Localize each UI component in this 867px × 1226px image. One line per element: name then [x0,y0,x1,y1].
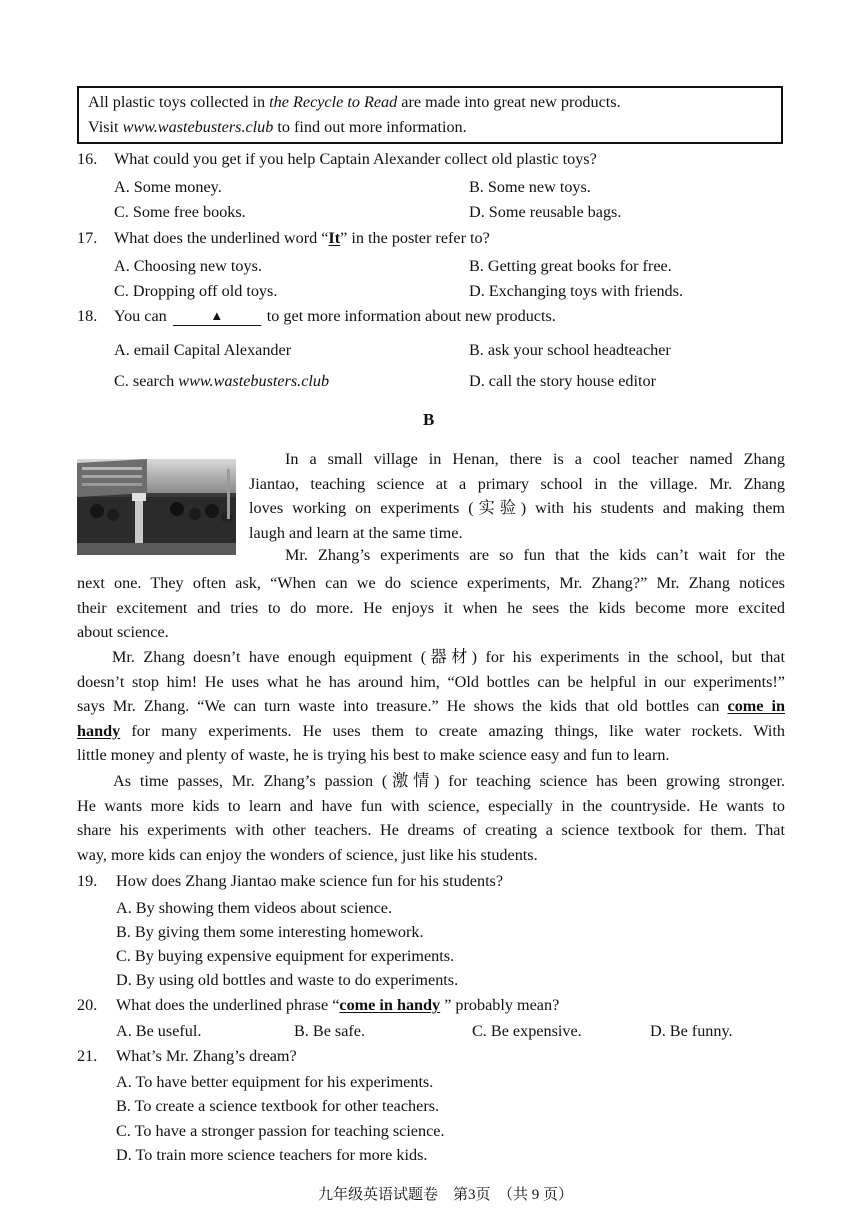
q19-option-d: D. By using old bottles and waste to do experiments. [116,971,459,989]
q21-option-a: A. To have better equipment for his experiments. [116,1073,434,1091]
passage-line: laugh and learn at the same time. [249,523,463,542]
q17-option-b: B. Getting great books for free. [469,257,672,275]
q17-text: ” in the poster refer to? [340,229,490,247]
classroom-photo [77,459,236,555]
passage-paragraph-1 [249,447,785,545]
q17-option-c: C. Dropping off old toys. [114,282,278,300]
passage-line: Jiantao, teaching science at a primary school in the village. Mr. Zhang [249,474,785,493]
q19-number: 19. [77,872,98,890]
passage-line: next one. They often ask, “When can we do science experiments, Mr. Zhang?” Mr. Zhang notices [77,574,785,592]
notice-line-1 [88,93,621,112]
passage-line: Mr. Zhang doesn’t have enough equipment (器材) for his experiments in the school, but that [112,648,785,666]
notice-emphasis: the Recycle to Read [269,93,398,111]
page-footer: 九年级英语试题卷 第3页 （共 9 页） [318,1187,574,1203]
passage-line: about science. [77,623,169,642]
q21-option-d: D. To train more science teachers for more kids. [116,1146,428,1164]
q21-number: 21. [77,1047,98,1065]
q16-question: What could you get if you help Captain Alexander collect old plastic toys? [114,150,597,168]
notice-text: are made into great new products. [397,93,621,111]
q18-option-d: D. call the story house editor [469,372,657,390]
q18-text: You can [114,307,167,325]
notice-website: www.wastebusters.club [122,118,274,136]
passage-text: says Mr. Zhang. “We can turn waste into treasure.” He shows the kids that old bottles can [77,697,728,716]
passage-line: Mr. Zhang’s experiments are so fun that the kids can’t wait for the [285,546,785,564]
q18-option-c-website: www.wastebusters.club [178,372,330,390]
q21-option-c: C. To have a stronger passion for teaching science. [116,1122,445,1140]
passage-line: He wants more kids to learn and have fun with science, especially in the countryside. He wants to [77,796,785,815]
classroom-photo-image [77,459,236,555]
passage-paragraph-3 [77,645,785,768]
q19-option-c: C. By buying expensive equipment for experiments. [116,947,455,965]
q16-option-d: D. Some reusable bags. [469,203,622,221]
passage-line: As time passes, Mr. Zhang’s passion (激情) for teaching science has been growing stronger. [113,772,785,790]
passage-line [77,694,785,719]
q18-option-b: B. ask your school headteacher [469,341,671,359]
q19-option-b: B. By giving them some interesting homework. [116,923,424,941]
q20-option-b: B. Be safe. [294,1022,366,1040]
q18-text: to get more information about new products. [266,307,556,325]
q17-text: What does the underlined word “ [114,229,329,247]
passage-line: loves working on experiments (实验) with his students and making them [249,499,785,518]
passage-line: their excitement and tries to do more. He enjoys it when he sees the kids become more excited [77,598,785,617]
section-heading: B [423,410,435,429]
notice-text: to find out more information. [273,118,467,136]
q17-number: 17. [77,229,98,247]
q17-option-d: D. Exchanging toys with friends. [469,282,684,300]
answer-blank [173,306,261,326]
q20-number: 20. [77,996,98,1014]
q20-option-c: C. Be expensive. [472,1022,582,1040]
q17-underlined-word: It [328,229,341,247]
q20-text: ” probably mean? [440,996,560,1014]
notice-box [77,86,783,144]
q18-number: 18. [77,307,98,325]
underlined-phrase: come in [727,697,785,716]
q16-number: 16. [77,150,98,168]
q18-option-c-text: C. search [114,372,179,390]
q21-question: What’s Mr. Zhang’s dream? [116,1047,297,1065]
q17-question [114,229,490,248]
passage-line [77,719,785,744]
q20-question [116,996,559,1015]
passage-line: little money and plenty of waste, he is trying his best to make science easy and fun to learn. [77,746,670,765]
passage-paragraph-4 [77,769,785,867]
underlined-phrase: handy [77,721,121,740]
passage-line: In a small village in Henan, there is a cool teacher named Zhang [285,450,785,468]
passage-text: for many experiments. He uses them to create amazing things, like water rockets. With [120,721,785,740]
q20-text: What does the underlined phrase “ [116,996,340,1014]
notice-text: Visit [88,118,123,136]
q20-option-d: D. Be funny. [650,1022,733,1040]
passage-line: share his experiments with other teachers. He dreams of creating a science textbook for them. That [77,821,785,840]
passage-line: doesn’t stop him! He uses what he has around him, “Old bottles can be helpful in our experiments!” [77,672,785,691]
q19-option-a: A. By showing them videos about science. [116,899,393,917]
q20-underlined-phrase: come in handy [339,996,441,1014]
q18-option-a: A. email Capital Alexander [114,341,292,359]
q17-option-a: A. Choosing new toys. [114,257,262,275]
passage-paragraph-2 [77,571,785,645]
q16-option-a: A. Some money. [114,178,222,196]
passage-line: way, more kids can enjoy the wonders of science, just like his students. [77,845,538,864]
q21-option-b: B. To create a science textbook for other teachers. [116,1097,440,1115]
q18-option-c [114,372,329,391]
q18-question [114,307,556,327]
q16-option-b: B. Some new toys. [469,178,591,196]
notice-line-2 [88,118,467,137]
notice-text: All plastic toys collected in [88,93,270,111]
triangle-marker: ▲ [210,308,224,323]
q19-question: How does Zhang Jiantao make science fun for his students? [116,872,504,890]
q20-option-a: A. Be useful. [116,1022,202,1040]
q16-option-c: C. Some free books. [114,203,246,221]
